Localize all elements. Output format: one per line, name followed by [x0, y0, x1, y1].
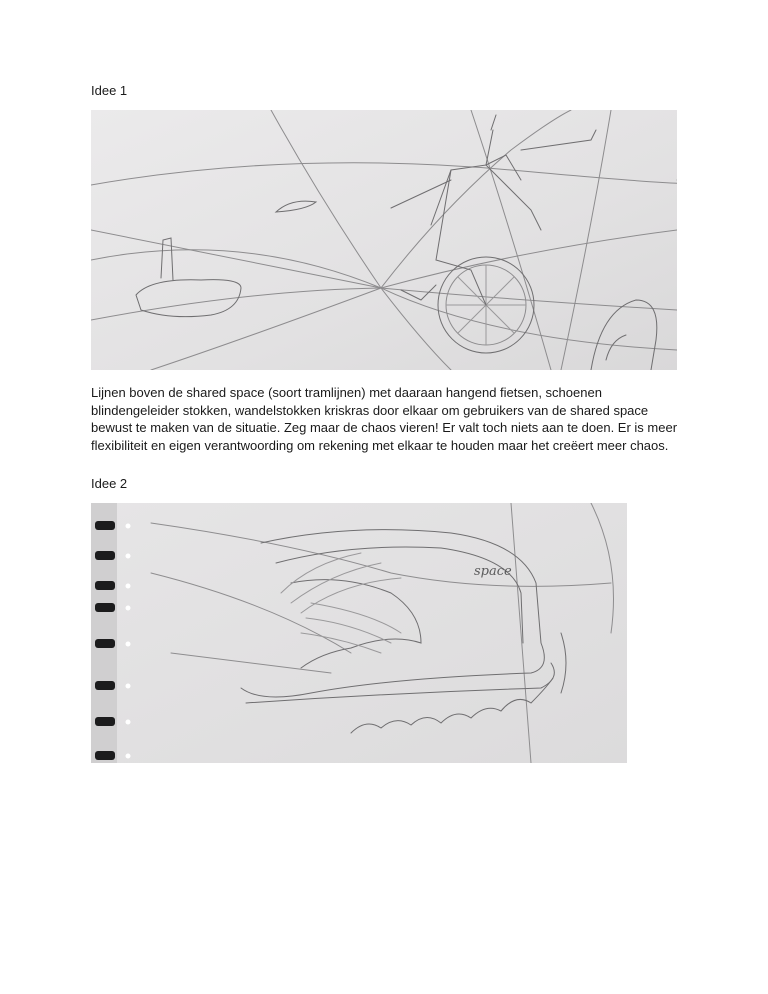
idee1-sketch-drawing	[91, 110, 677, 370]
idee1-heading: Idee 1	[91, 83, 128, 98]
sketch-space-label: space	[474, 564, 512, 579]
idee1-description: Lijnen boven de shared space (soort tramlijnen) met daaraan hangend fietsen, schoenen blindengeleider stokken, wandelstokken kriskras door elkaar om gebruikers van de shared space bewust te maken van de situatie. Zeg maar de chaos vieren! Er valt toch niets aan te doen. Er is meer flexibiliteit en eigen verantwoording om rekening met elkaar te houden maar het creëert meer chaos.	[91, 385, 678, 453]
idee2-sketch-drawing	[91, 503, 627, 763]
idee1-sketch-photo	[91, 110, 677, 370]
idee2-sketch-photo	[91, 503, 627, 763]
idee2-heading: Idee 2	[91, 476, 128, 491]
